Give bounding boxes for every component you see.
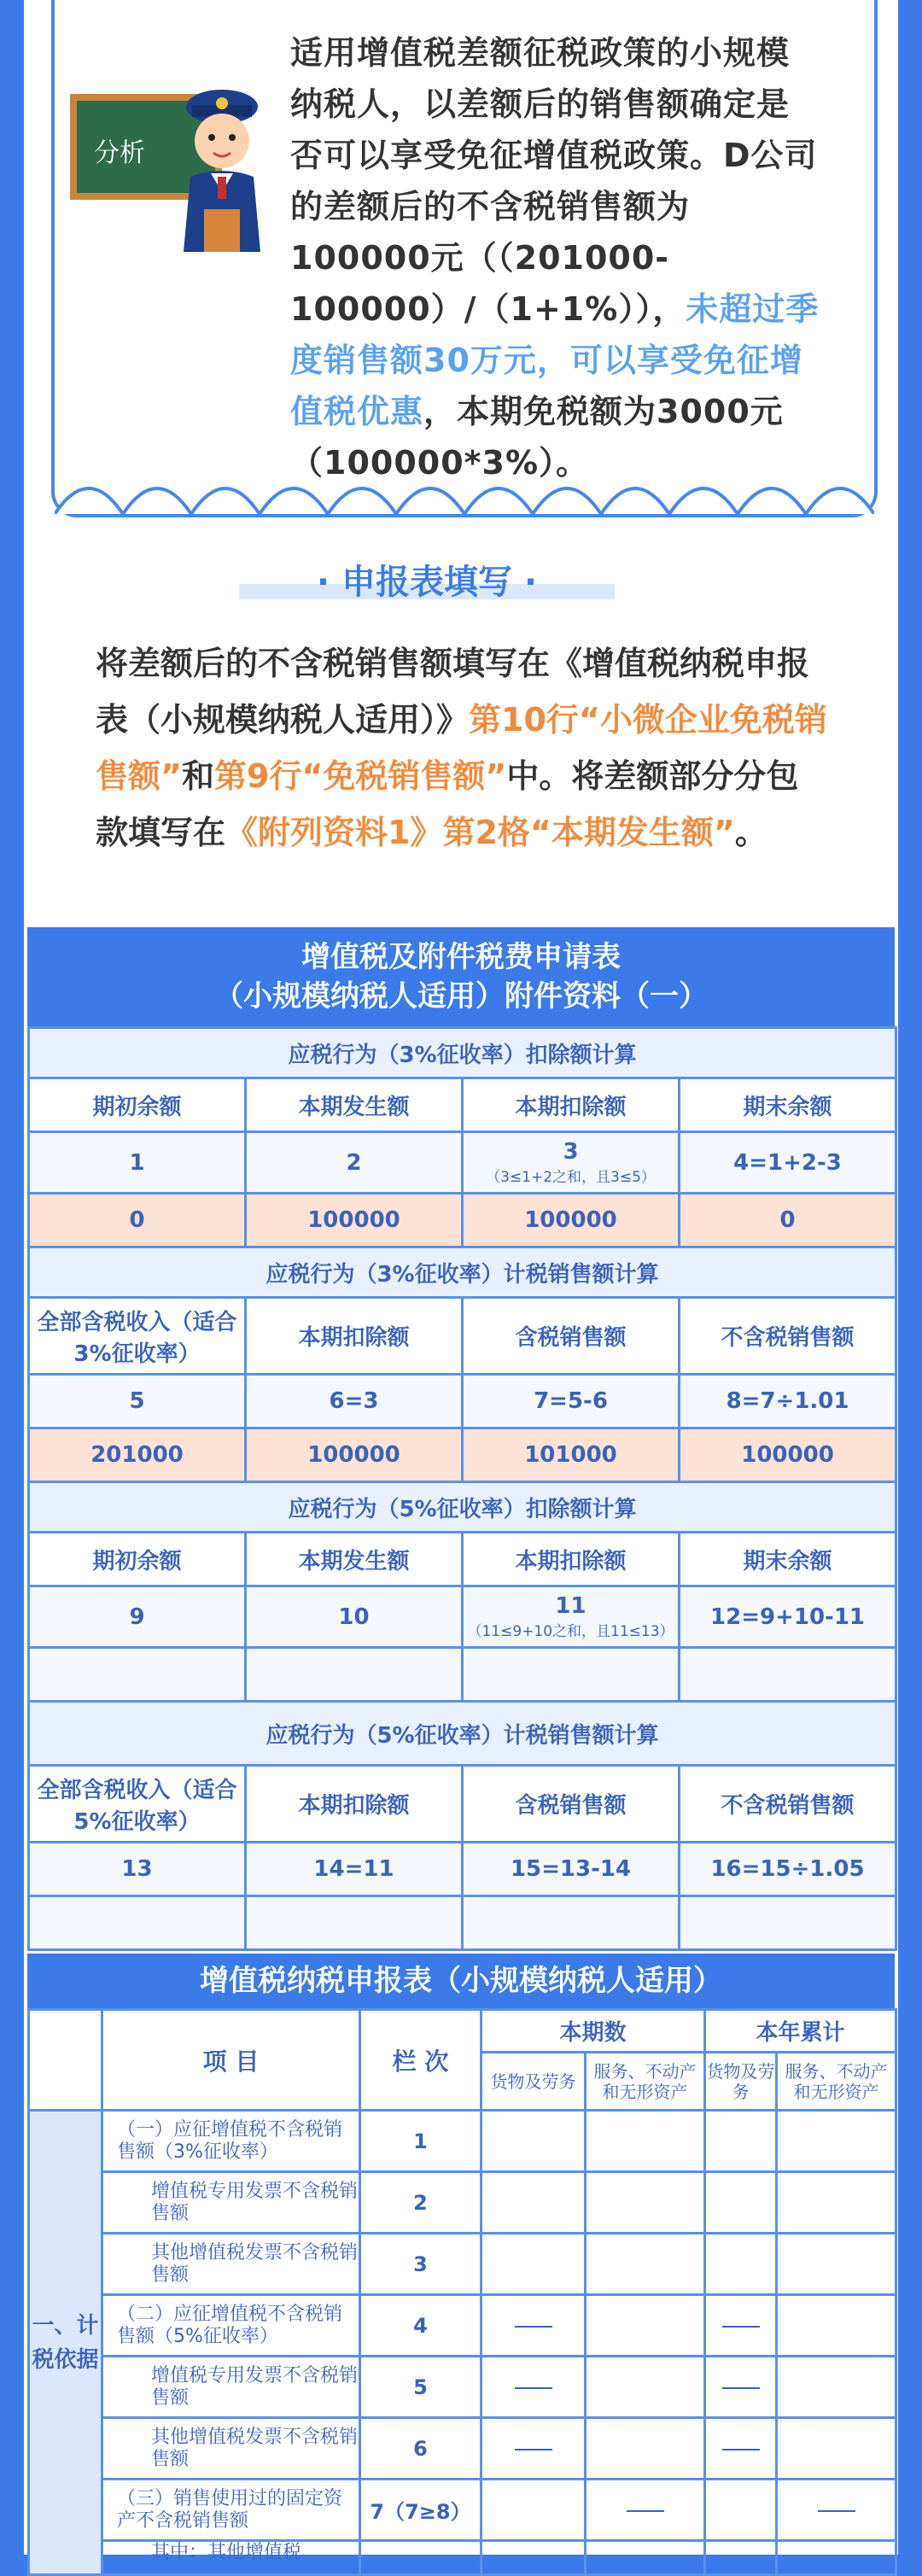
table-cell-empty: [246, 1896, 463, 1950]
col-header-goods-ytd: 货物及劳务: [705, 2053, 777, 2111]
table-cell-dash: [705, 2357, 777, 2418]
table-cell-empty: [705, 2480, 777, 2541]
row-label: 增值税专用发票不含税销售额: [102, 2357, 360, 2418]
table-cell-empty: [705, 2541, 777, 2575]
table-cell-empty: [29, 1896, 246, 1950]
table-cell-empty: [777, 2172, 896, 2234]
table-cell-empty: [246, 1648, 463, 1702]
cell-note: （3≤1+2之和，且3≤5）: [486, 1169, 656, 1186]
row-line-no: 2: [360, 2172, 481, 2234]
table-cell-empty: [680, 1648, 896, 1702]
table-cell-empty: [777, 2418, 896, 2480]
col-header-current: 本期数: [481, 2010, 705, 2053]
cell-note: （11≤9+10之和，且11≤13）: [467, 1623, 674, 1640]
table-cell: 全部含税收入（适合5%征收率）: [29, 1766, 246, 1843]
table-cell-empty: [777, 2541, 896, 2575]
col-header-ytd: 本年累计: [705, 2010, 896, 2053]
table-cell: 含税销售额: [463, 1298, 680, 1375]
col-header-goods: 货物及劳务: [481, 2053, 586, 2111]
table-cell: 期末余额: [680, 1533, 896, 1586]
table-cell-empty: [29, 2010, 102, 2111]
table-cell: 本期扣除额: [463, 1533, 680, 1586]
table-cell: 100000: [463, 1194, 680, 1247]
fill-highlight-3: 《附列资料1》第2格“本期发生额”: [225, 814, 735, 851]
row-line-no: 1: [360, 2111, 481, 2172]
table-cell: 12=9+10-11: [680, 1586, 896, 1648]
col-header-line: 栏 次: [360, 2010, 481, 2111]
table-cell-dash: [777, 2480, 896, 2541]
analysis-highlight: 未超过季度销售额30万元，可以享受免征增值税优惠: [290, 290, 820, 430]
fill-text-4: 。: [734, 814, 767, 851]
table-cell-empty: [777, 2234, 896, 2295]
row-line-no: 5: [360, 2357, 481, 2418]
table-cell: 期初余额: [29, 1533, 246, 1586]
table1-section-4: 应税行为（5%征收率）计税销售额计算: [29, 1702, 896, 1766]
col-header-item: 项 目: [102, 2010, 360, 2111]
table-cell: 8=7÷1.01: [680, 1375, 896, 1428]
table-cell: 全部含税收入（适合3%征收率）: [29, 1298, 246, 1375]
row-label: （二）应征增值税不含税销售额（5%征收率）: [102, 2295, 360, 2357]
table1-subtitle: （小规模纳税人适用）附件资料（一）: [214, 979, 708, 1013]
table-cell: 13: [29, 1843, 246, 1896]
table-cell: 9: [29, 1586, 246, 1648]
table-cell-empty: [481, 2541, 586, 2575]
table-cell-empty: [586, 2234, 705, 2295]
table-cell-empty: [29, 1648, 246, 1702]
table-cell-dash: [705, 2295, 777, 2357]
table-cell: 不含税销售额: [680, 1298, 896, 1375]
table-cell-empty: [586, 2357, 705, 2418]
fill-text-3: 中。将差额部分分包款填写在: [96, 757, 799, 851]
table-cell-empty: [463, 1648, 680, 1702]
table-cell: 100000: [246, 1428, 463, 1482]
fill-highlight-1: 第10行“小微企业免税销售额”: [96, 701, 827, 795]
table-cell-empty: [586, 2172, 705, 2234]
row-label: （一）应征增值税不含税销售额（3%征收率）: [102, 2111, 360, 2172]
table-cell: 15=13-14: [463, 1843, 680, 1896]
table2-header: [27, 1954, 895, 2008]
table-cell: 6=3: [246, 1375, 463, 1428]
table-cell-empty: [481, 2234, 586, 2295]
attachment-table: [27, 1026, 897, 1951]
table-cell-empty: [680, 1896, 896, 1950]
analysis-body: 适用增值税差额征税政策的小规模纳税人，以差额后的销售额确定是否可以享受免征增值税政策。D公司的差额后的不含税销售额为100000元（（201000-100000）/（1+1%）），: [290, 34, 818, 328]
table-cell-empty: [705, 2234, 777, 2295]
table-cell-dash: [481, 2295, 586, 2357]
table-cell-empty: [481, 2172, 586, 2234]
table1-title: 增值税及附件税费申请表: [301, 940, 621, 974]
table-cell: 本期发生额: [246, 1533, 463, 1586]
cell-number: 3: [563, 1139, 579, 1165]
table-cell: 14=11: [246, 1843, 463, 1896]
table-cell: 含税销售额: [463, 1766, 680, 1843]
cell-number: 11: [555, 1593, 586, 1619]
table-cell: 本期扣除额: [246, 1298, 463, 1375]
fill-text-1: 将差额后的不含税销售额填写在《增值税纳税申报表（小规模纳税人适用）》: [96, 645, 810, 739]
table-cell: 100000: [246, 1194, 463, 1247]
table-cell: 100000: [680, 1428, 896, 1482]
row-label: （三）销售使用过的固定资产不含税销售额: [102, 2480, 360, 2541]
table-cell: 0: [680, 1194, 896, 1247]
table-cell-empty: [481, 2480, 586, 2541]
table-cell-empty: [586, 2541, 705, 2575]
section-title: [239, 555, 615, 606]
table-cell: 201000: [29, 1428, 246, 1482]
side-label: 一、计税依据: [29, 2111, 102, 2575]
declaration-table: [27, 2008, 897, 2576]
table-cell: 0: [29, 1194, 246, 1247]
section-title-text: · 申报表填写 ·: [316, 563, 538, 602]
table-cell: 101000: [463, 1428, 680, 1482]
row-line-no: 3: [360, 2234, 481, 2295]
table-cell-empty: [705, 2111, 777, 2172]
table-cell-empty: [463, 1896, 680, 1950]
row-label: 其他增值税发票不含税销售额: [102, 2418, 360, 2480]
col-header-services: 服务、不动产和无形资产: [586, 2053, 705, 2111]
row-line-no: 6: [360, 2418, 481, 2480]
fill-instructions: [96, 635, 830, 861]
analysis-tail: ，本期免税额为3000元（100000*3%）。: [290, 393, 784, 482]
officer-illustration: [166, 81, 277, 252]
table-cell-dash: [586, 2480, 705, 2541]
table-cell: 1: [29, 1132, 246, 1194]
table-cell: 期初余额: [29, 1078, 246, 1132]
table-cell-empty: [481, 2111, 586, 2172]
row-line-no: 7（7≥8）: [360, 2480, 481, 2541]
table-cell-empty: [586, 2111, 705, 2172]
table-cell-empty: [586, 2418, 705, 2480]
table-cell: 4=1+2-3: [680, 1132, 896, 1194]
table2-title: 增值税纳税申报表（小规模纳税人适用）: [200, 1964, 722, 1998]
row-label: 其他增值税发票不含税销售额: [102, 2234, 360, 2295]
table-cell: 16=15÷1.05: [680, 1843, 896, 1896]
table-cell: 本期扣除额: [463, 1078, 680, 1132]
col-header-services-ytd: 服务、不动产和无形资产: [777, 2053, 896, 2111]
row-line-no: 4: [360, 2295, 481, 2357]
table-cell: 期末余额: [680, 1078, 896, 1132]
fill-text-2: 和: [181, 757, 214, 795]
table1-section-2: 应税行为（3%征收率）计税销售额计算: [29, 1247, 896, 1298]
table-cell-dash: [481, 2357, 586, 2418]
table1-header: [27, 927, 895, 1026]
table-cell-empty: [777, 2295, 896, 2357]
table-cell: 7=5-6: [463, 1375, 680, 1428]
table1-section-3: 应税行为（5%征收率）扣除额计算: [29, 1482, 896, 1533]
row-label: 增值税专用发票不含税销售额: [102, 2172, 360, 2234]
table-cell: [463, 1586, 680, 1648]
analysis-text: [290, 27, 820, 488]
fill-highlight-2: 第9行“免税销售额”: [214, 757, 507, 795]
table-cell-empty: [705, 2172, 777, 2234]
table1-section-1: 应税行为（3%征收率）扣除额计算: [29, 1028, 896, 1078]
table-cell-dash: [705, 2418, 777, 2480]
board-label: 分析: [94, 138, 145, 168]
table-cell-empty: [777, 2111, 896, 2172]
table-cell: 10: [246, 1586, 463, 1648]
table-cell-dash: [481, 2418, 586, 2480]
table-cell-empty: [777, 2357, 896, 2418]
row-label: 其中：其他增值税: [102, 2541, 360, 2575]
table-cell: 本期发生额: [246, 1078, 463, 1132]
table-cell: [463, 1132, 680, 1194]
table-cell: 本期扣除额: [246, 1766, 463, 1843]
table-cell: 2: [246, 1132, 463, 1194]
table-cell: 不含税销售额: [680, 1766, 896, 1843]
table-cell-empty: [586, 2295, 705, 2357]
row-line-no: [360, 2541, 481, 2575]
table-cell: 5: [29, 1375, 246, 1428]
